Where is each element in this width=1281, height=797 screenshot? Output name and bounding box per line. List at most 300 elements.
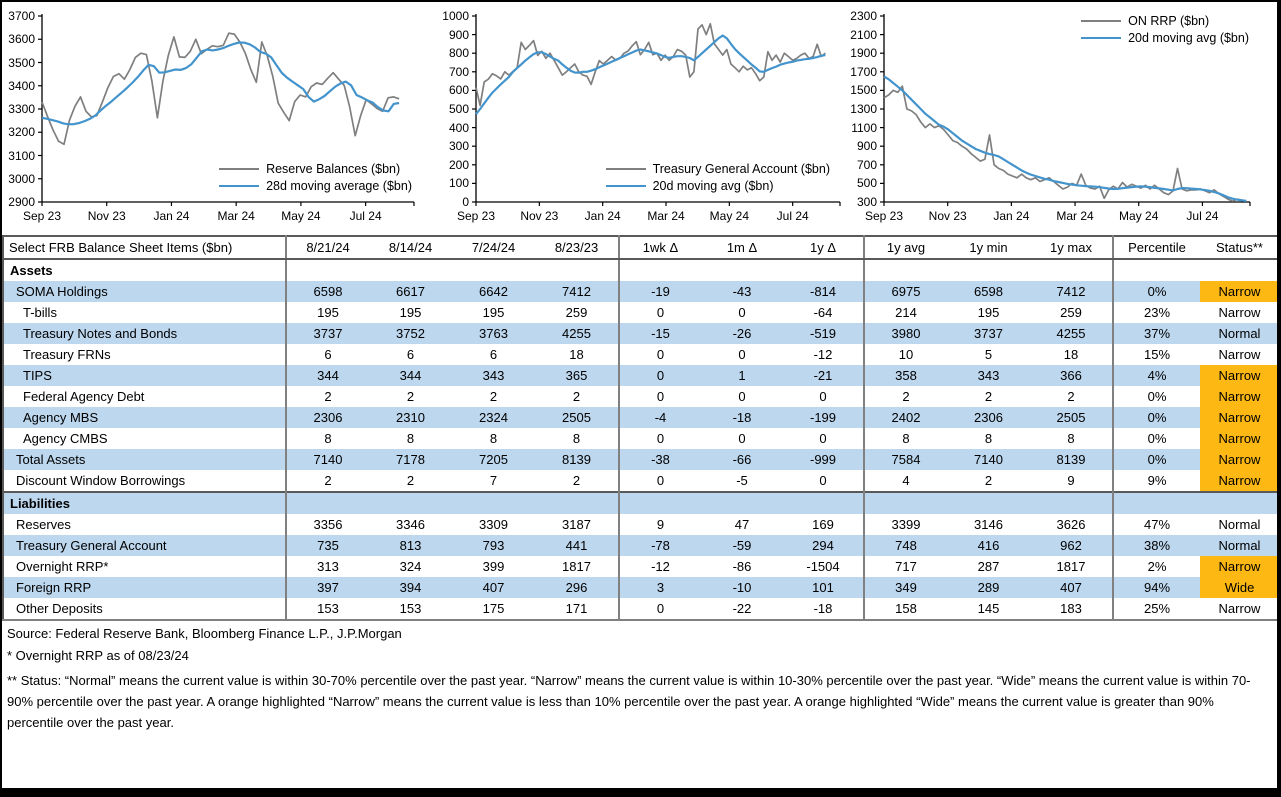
- value-cell: 2: [406, 473, 415, 488]
- series-line: [476, 24, 825, 106]
- status-cell: Narrow: [1200, 556, 1280, 577]
- x-tick-label: Nov 23: [520, 209, 559, 223]
- table-row: [3, 365, 1280, 386]
- value-cell: 717: [864, 556, 947, 577]
- value-cell: 2: [864, 386, 947, 407]
- value-cell: 158: [864, 598, 947, 620]
- value-cell: [701, 259, 783, 281]
- status-cell: Narrow: [1200, 281, 1280, 302]
- row-label: Overnight RRP*: [16, 559, 109, 574]
- value-cell: [619, 259, 701, 281]
- value-cell: [1113, 259, 1200, 281]
- value-cell: 145: [977, 601, 1000, 616]
- value-cell: 9: [1067, 473, 1075, 488]
- value-cell: 2306: [974, 410, 1003, 425]
- value-cell: 0: [819, 431, 827, 446]
- value-cell: 7140: [974, 452, 1003, 467]
- value-cell: 3146: [974, 517, 1003, 532]
- value-cell: 8139: [1056, 452, 1086, 467]
- table-row: [3, 344, 1280, 365]
- legend-label: 20d moving avg ($bn): [652, 179, 774, 193]
- y-tick-label: 3500: [8, 55, 35, 70]
- row-label: TIPS: [23, 368, 52, 383]
- status-cell: Narrow: [1200, 449, 1280, 470]
- table-row: [3, 449, 1280, 470]
- value-cell: 4: [864, 470, 947, 492]
- x-tick-label: May 24: [281, 209, 321, 223]
- value-cell: 47: [734, 517, 750, 532]
- value-cell: 3: [619, 577, 701, 598]
- value-cell: 0: [738, 305, 746, 320]
- value-cell: [864, 259, 947, 281]
- legend-label: 20d moving avg ($bn): [1128, 31, 1249, 45]
- legend-item: [219, 179, 412, 193]
- value-cell: -10: [732, 580, 752, 595]
- value-cell: -64: [813, 305, 833, 320]
- x-tick-label: Mar 24: [217, 209, 255, 223]
- value-cell: 5: [984, 347, 993, 362]
- y-tick-label: 600: [448, 83, 469, 98]
- value-cell: 6975: [864, 281, 947, 302]
- value-cell: 2: [406, 389, 415, 404]
- status-cell: Normal: [1218, 538, 1261, 553]
- legend-line-swatch: [1081, 37, 1121, 40]
- y-tick-label: 3700: [8, 9, 35, 23]
- value-cell: [369, 259, 452, 281]
- legend-label: Reserve Balances ($bn): [266, 162, 401, 176]
- value-cell: 23%: [1113, 302, 1200, 323]
- value-cell: 1817: [562, 559, 591, 574]
- status-cell: Narrow: [1200, 365, 1280, 386]
- value-cell: -78: [619, 535, 701, 556]
- value-cell: [783, 492, 864, 514]
- value-cell: 4255: [1056, 326, 1086, 341]
- value-cell: [619, 492, 701, 514]
- value-cell: -1504: [806, 559, 840, 574]
- value-cell: 9: [619, 514, 701, 535]
- legend-label: Treasury General Account ($bn): [652, 162, 830, 176]
- row-label: Reserves: [16, 517, 71, 532]
- value-cell: 0: [738, 431, 746, 446]
- value-cell: [369, 492, 452, 514]
- value-cell: 294: [812, 538, 834, 553]
- value-cell: 10: [864, 344, 947, 365]
- legend-item: [606, 179, 830, 193]
- footnote-overnight-rrp: * Overnight RRP as of 08/23/24: [7, 648, 189, 663]
- status-cell: Narrow: [1200, 428, 1280, 449]
- status-cell: Normal: [1218, 326, 1261, 341]
- value-cell: 0: [619, 598, 701, 620]
- x-tick-label: Sep 23: [22, 209, 62, 223]
- value-cell: 349: [864, 577, 947, 598]
- value-cell: 296: [565, 580, 588, 595]
- value-cell: 6: [286, 344, 369, 365]
- value-cell: 259: [565, 305, 588, 320]
- table-row: [3, 556, 1280, 577]
- value-cell: [452, 259, 535, 281]
- value-cell: 399: [482, 559, 505, 574]
- y-tick-label: 900: [856, 139, 877, 154]
- value-cell: 6598: [974, 284, 1003, 299]
- value-cell: 37%: [1113, 323, 1200, 344]
- column-header: 8/23/23: [535, 236, 619, 259]
- value-cell: 8: [286, 428, 369, 449]
- value-cell: 407: [1060, 580, 1082, 595]
- value-cell: 6617: [396, 284, 425, 299]
- row-label: Treasury General Account: [16, 538, 167, 553]
- value-cell: 2%: [1113, 556, 1200, 577]
- value-cell: 47%: [1113, 514, 1200, 535]
- status-cell: Narrow: [1200, 386, 1280, 407]
- value-cell: 748: [864, 535, 947, 556]
- chart-legend: [1081, 14, 1249, 45]
- table-row: [3, 598, 1280, 620]
- chart-legend: [219, 162, 412, 193]
- value-cell: 0: [619, 470, 701, 492]
- value-cell: [783, 259, 864, 281]
- value-cell: 3346: [396, 517, 425, 532]
- column-header: 1y min: [947, 236, 1030, 259]
- value-cell: 2: [572, 473, 581, 488]
- y-tick-label: 0: [462, 195, 469, 209]
- value-cell: 8: [984, 431, 993, 446]
- value-cell: 153: [286, 598, 369, 620]
- value-cell: -59: [732, 538, 752, 553]
- value-cell: 7412: [562, 284, 591, 299]
- value-cell: 343: [977, 368, 1000, 383]
- x-tick-label: May 24: [1119, 209, 1159, 223]
- value-cell: 2: [489, 389, 498, 404]
- table-row: [3, 259, 1280, 281]
- value-cell: 358: [864, 365, 947, 386]
- chart-on-rrp: [848, 2, 1277, 235]
- y-tick-label: 1900: [850, 46, 877, 61]
- value-cell: 3737: [974, 326, 1003, 341]
- y-tick-label: 700: [856, 157, 877, 172]
- column-header: Percentile: [1113, 236, 1200, 259]
- value-cell: 0: [738, 347, 746, 362]
- series-line: [884, 77, 1246, 201]
- table-header-row: [3, 236, 1280, 259]
- value-cell: 2306: [286, 407, 369, 428]
- y-tick-label: 100: [448, 176, 469, 191]
- y-tick-label: 3100: [8, 148, 35, 163]
- value-cell: 8: [864, 428, 947, 449]
- value-cell: 94%: [1113, 577, 1200, 598]
- value-cell: 3187: [562, 517, 591, 532]
- value-cell: 7: [489, 473, 498, 488]
- value-cell: 2505: [562, 410, 591, 425]
- value-cell: 0: [619, 365, 701, 386]
- value-cell: 344: [286, 365, 369, 386]
- value-cell: 169: [812, 517, 834, 532]
- value-cell: 153: [399, 601, 422, 616]
- value-cell: 0: [619, 386, 701, 407]
- value-cell: 2505: [1056, 410, 1086, 425]
- value-cell: 2: [286, 470, 369, 492]
- y-tick-label: 1500: [850, 83, 877, 98]
- column-header: 8/14/24: [369, 236, 452, 259]
- row-label: Total Assets: [16, 452, 86, 467]
- row-label: Agency MBS: [23, 410, 99, 425]
- chart-legend: [606, 162, 830, 193]
- value-cell: 25%: [1113, 598, 1200, 620]
- y-tick-label: 3200: [8, 125, 35, 140]
- value-cell: [535, 492, 619, 514]
- value-cell: [701, 492, 783, 514]
- row-label: Treasury FRNs: [23, 347, 111, 362]
- x-tick-label: Jan 24: [584, 209, 621, 223]
- value-cell: -814: [809, 284, 837, 299]
- value-cell: [535, 259, 619, 281]
- legend-item: [1081, 14, 1249, 28]
- value-cell: 3626: [1056, 517, 1086, 532]
- value-cell: -18: [813, 601, 833, 616]
- x-tick-label: Nov 23: [928, 209, 967, 223]
- value-cell: 6598: [286, 281, 369, 302]
- value-cell: 175: [482, 601, 505, 616]
- y-tick-label: 300: [856, 195, 877, 209]
- x-tick-label: Nov 23: [87, 209, 126, 223]
- legend-item: [606, 162, 830, 176]
- footnote-status-definition: ** Status: “Normal” means the current value is within 30-70% percentile over the past year. “Narrow” means the current value is within 10-30% percentile over the past year. “Wide” means the current value is within 70-90% percentile over the past year. A orange highlighted “Narrow” means the current value is less than 10% percentile over the past year. A orange highlighted “Wide” means the current value is greater than 90% percentile over the past year.: [7, 673, 1251, 730]
- value-cell: [286, 492, 369, 514]
- value-cell: 4%: [1113, 365, 1200, 386]
- legend-line-swatch: [606, 185, 646, 188]
- x-tick-label: May 24: [709, 209, 750, 223]
- legend-line-swatch: [1081, 20, 1121, 23]
- value-cell: 6642: [479, 284, 508, 299]
- legend-item: [1081, 31, 1249, 45]
- value-cell: 2: [1067, 389, 1075, 404]
- legend-label: 28d moving average ($bn): [266, 179, 412, 193]
- x-tick-label: Mar 24: [647, 209, 685, 223]
- value-cell: 171: [565, 601, 588, 616]
- value-cell: 407: [482, 580, 505, 595]
- x-tick-label: Jan 24: [153, 209, 190, 223]
- value-cell: [947, 492, 1030, 514]
- value-cell: 2324: [479, 410, 508, 425]
- value-cell: 183: [1060, 601, 1082, 616]
- series-line: [42, 43, 399, 125]
- row-label: SOMA Holdings: [16, 284, 108, 299]
- value-cell: 793: [482, 538, 505, 553]
- table-row: [3, 470, 1280, 492]
- value-cell: -43: [732, 284, 752, 299]
- row-label: Discount Window Borrowings: [16, 473, 186, 488]
- value-cell: 3399: [864, 514, 947, 535]
- y-tick-label: 2100: [850, 27, 877, 42]
- value-cell: [864, 492, 947, 514]
- value-cell: -999: [809, 452, 837, 467]
- source-line: Source: Federal Reserve Bank, Bloomberg Finance L.P., J.P.Morgan: [7, 626, 402, 641]
- table-row: [3, 323, 1280, 344]
- y-tick-label: 500: [856, 176, 877, 191]
- value-cell: 195: [286, 302, 369, 323]
- chart-reserve-balances: [2, 2, 430, 235]
- column-header: Status**: [1200, 236, 1280, 259]
- value-cell: 4255: [562, 326, 591, 341]
- legend-item: [219, 162, 412, 176]
- column-header: 8/21/24: [286, 236, 369, 259]
- value-cell: -38: [619, 449, 701, 470]
- value-cell: 2402: [864, 407, 947, 428]
- value-cell: [947, 259, 1030, 281]
- value-cell: 343: [482, 368, 505, 383]
- value-cell: 1817: [1056, 559, 1086, 574]
- column-header: 1y max: [1030, 236, 1113, 259]
- value-cell: 195: [399, 305, 422, 320]
- value-cell: 3309: [479, 517, 508, 532]
- table-row: [3, 386, 1280, 407]
- value-cell: 7205: [479, 452, 508, 467]
- x-tick-label: Jul 24: [349, 209, 382, 223]
- value-cell: 2: [286, 386, 369, 407]
- value-cell: 8: [406, 431, 415, 446]
- y-tick-label: 1000: [442, 9, 469, 23]
- chart-treasury-general-account: [430, 2, 848, 235]
- value-cell: -15: [619, 323, 701, 344]
- row-label: Liabilities: [3, 492, 286, 514]
- value-cell: -12: [813, 347, 833, 362]
- value-cell: 813: [399, 538, 422, 553]
- status-cell: Narrow: [1200, 407, 1280, 428]
- value-cell: 0%: [1113, 386, 1200, 407]
- status-cell: Normal: [1218, 517, 1261, 532]
- y-tick-label: 500: [448, 102, 469, 116]
- value-cell: 324: [399, 559, 422, 574]
- value-cell: 3752: [396, 326, 425, 341]
- legend-label: ON RRP ($bn): [1128, 14, 1210, 28]
- x-tick-label: Sep 23: [456, 209, 496, 223]
- value-cell: -199: [809, 410, 837, 425]
- value-cell: 2: [984, 389, 993, 404]
- y-tick-label: 2900: [8, 195, 35, 209]
- table-row: [3, 577, 1280, 598]
- value-cell: -519: [809, 326, 837, 341]
- value-cell: 8: [1067, 431, 1075, 446]
- legend-line-swatch: [219, 168, 259, 171]
- y-tick-label: 3300: [8, 102, 35, 116]
- value-cell: 101: [812, 580, 834, 595]
- value-cell: 0%: [1113, 281, 1200, 302]
- value-cell: 0%: [1113, 449, 1200, 470]
- value-cell: -4: [619, 407, 701, 428]
- y-tick-label: 700: [448, 64, 469, 79]
- treasury-general-account-chart-plot: [430, 2, 848, 235]
- column-header: 7/24/24: [452, 236, 535, 259]
- value-cell: 9%: [1113, 470, 1200, 492]
- value-cell: 0: [619, 428, 701, 449]
- value-cell: 365: [565, 368, 588, 383]
- value-cell: 313: [286, 556, 369, 577]
- value-cell: 2: [984, 473, 993, 488]
- value-cell: 0: [819, 473, 827, 488]
- value-cell: 8139: [562, 452, 591, 467]
- value-cell: 0: [619, 302, 701, 323]
- value-cell: 0: [619, 344, 701, 365]
- value-cell: 8: [572, 431, 581, 446]
- value-cell: -5: [736, 473, 748, 488]
- value-cell: 3356: [286, 514, 369, 535]
- value-cell: 289: [977, 580, 1000, 595]
- table-row: [3, 407, 1280, 428]
- y-tick-label: 3000: [8, 171, 35, 186]
- value-cell: [452, 492, 535, 514]
- column-header: 1y avg: [864, 236, 947, 259]
- status-cell: [1200, 259, 1280, 281]
- value-cell: 6: [406, 347, 415, 362]
- value-cell: 8: [489, 431, 498, 446]
- row-label: Treasury Notes and Bonds: [23, 326, 178, 341]
- x-tick-label: Jul 24: [1186, 209, 1219, 223]
- value-cell: -21: [813, 368, 833, 383]
- row-label: Foreign RRP: [16, 580, 92, 595]
- y-tick-label: 1700: [850, 64, 877, 79]
- value-cell: [1030, 492, 1113, 514]
- value-cell: 416: [977, 538, 1000, 553]
- value-cell: 7412: [1056, 284, 1086, 299]
- value-cell: [1113, 492, 1200, 514]
- status-cell: Narrow: [1218, 347, 1261, 362]
- row-label: T-bills: [23, 305, 57, 320]
- value-cell: 962: [1060, 538, 1082, 553]
- value-cell: 195: [977, 305, 1000, 320]
- table-row: [3, 428, 1280, 449]
- value-cell: 366: [1060, 368, 1082, 383]
- y-tick-label: 3400: [8, 78, 35, 93]
- value-cell: 0: [738, 389, 746, 404]
- value-cell: 441: [565, 538, 588, 553]
- table-row: [3, 514, 1280, 535]
- table-row: [3, 302, 1280, 323]
- value-cell: -22: [732, 601, 752, 616]
- y-tick-label: 400: [448, 120, 469, 135]
- value-cell: 344: [399, 368, 422, 383]
- value-cell: 3763: [479, 326, 508, 341]
- reserve-balances-chart-plot: [2, 2, 430, 235]
- column-header: 1wk Δ: [619, 236, 701, 259]
- value-cell: 3737: [286, 323, 369, 344]
- value-cell: 2: [572, 389, 581, 404]
- status-cell: Wide: [1200, 577, 1280, 598]
- value-cell: 0: [819, 389, 827, 404]
- column-header: 1y Δ: [783, 236, 864, 259]
- value-cell: 1: [738, 368, 746, 383]
- y-tick-label: 300: [448, 139, 469, 154]
- y-tick-label: 2300: [850, 9, 877, 23]
- value-cell: -19: [619, 281, 701, 302]
- table-title: Select FRB Balance Sheet Items ($bn): [3, 236, 286, 259]
- status-cell: Narrow: [1218, 305, 1261, 320]
- legend-line-swatch: [606, 168, 646, 171]
- value-cell: 38%: [1113, 535, 1200, 556]
- value-cell: -12: [619, 556, 701, 577]
- table-row: [3, 492, 1280, 514]
- value-cell: -86: [732, 559, 752, 574]
- row-label: Federal Agency Debt: [23, 389, 145, 404]
- value-cell: 0%: [1113, 428, 1200, 449]
- x-tick-label: Mar 24: [1056, 209, 1094, 223]
- x-tick-label: Jan 24: [993, 209, 1030, 223]
- value-cell: [286, 259, 369, 281]
- value-cell: 735: [286, 535, 369, 556]
- x-tick-label: Jul 24: [776, 209, 809, 223]
- balance-sheet-table: [2, 235, 1281, 621]
- value-cell: 214: [864, 302, 947, 323]
- row-label: Assets: [10, 263, 53, 278]
- value-cell: 259: [1060, 305, 1082, 320]
